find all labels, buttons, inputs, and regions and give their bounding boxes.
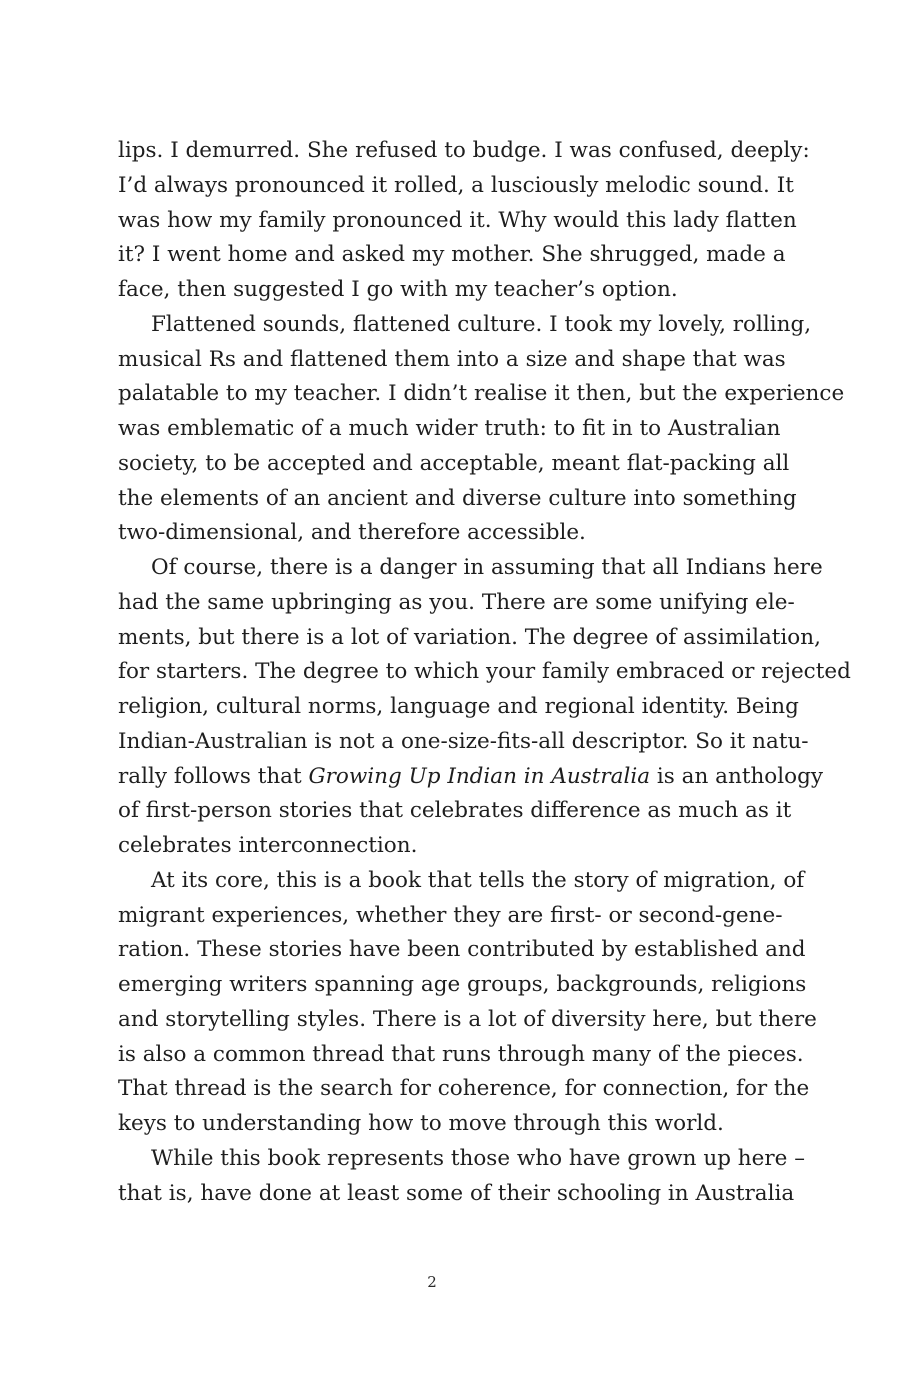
text-line: palatable to my teacher. I didn’t realise it then, but the experience bbox=[118, 381, 845, 407]
text-line: lips. I demurred. She refused to budge. I was confused, deeply: bbox=[118, 138, 810, 163]
text-line: and storytelling styles. There is a lot of diversity here, but there bbox=[118, 1006, 817, 1032]
text-line: society, to be accepted and acceptable, meant flat-packing all bbox=[118, 450, 790, 476]
paragraph-1 bbox=[118, 134, 810, 308]
text-line: I’d always pronounced it rolled, a lusciously melodic sound. It bbox=[118, 172, 794, 198]
text-line: of first-person stories that celebrates difference as much as it bbox=[118, 798, 792, 824]
body-text bbox=[118, 134, 851, 1211]
page-number: 2 bbox=[427, 1273, 437, 1291]
text-line: is also a common thread that runs through many of the pieces. bbox=[118, 1041, 804, 1067]
text-fragment: is an anthology bbox=[650, 763, 823, 789]
text-line: it? I went home and asked my mother. She shrugged, made a bbox=[118, 242, 786, 268]
paragraph-3 bbox=[118, 551, 851, 864]
text-line-with-title bbox=[118, 760, 823, 795]
paragraph-5 bbox=[118, 1142, 805, 1212]
text-line: At its core, this is a book that tells the story of migration, of bbox=[151, 867, 805, 893]
text-line: face, then suggested I go with my teacher’s option. bbox=[118, 277, 678, 302]
text-line: that is, have done at least some of their schooling in Australia bbox=[118, 1180, 795, 1206]
text-line: Indian-Australian is not a one-size-fits-all descriptor. So it natu- bbox=[118, 728, 809, 754]
text-line: musical Rs and flattened them into a size and shape that was bbox=[118, 346, 786, 372]
text-line: While this book represents those who have grown up here – bbox=[151, 1145, 805, 1171]
book-title: Growing Up Indian in Australia bbox=[308, 763, 651, 789]
text-line: the elements of an ancient and diverse culture into something bbox=[118, 485, 797, 511]
text-line: ration. These stories have been contributed by established and bbox=[118, 937, 806, 963]
text-line: Flattened sounds, flattened culture. I took my lovely, rolling, bbox=[151, 311, 812, 337]
text-line: keys to understanding how to move through this world. bbox=[118, 1111, 724, 1136]
text-line: had the same upbringing as you. There are some unifying ele- bbox=[118, 589, 795, 615]
text-line: two-dimensional, and therefore accessible. bbox=[118, 520, 586, 546]
text-line: migrant experiences, whether they are first- or second-gene- bbox=[118, 902, 783, 928]
text-line: religion, cultural norms, language and regional identity. Being bbox=[118, 694, 799, 719]
text-fragment: rally follows that bbox=[118, 763, 309, 789]
text-line: for starters. The degree to which your family embraced or rejected bbox=[118, 659, 851, 685]
text-line: emerging writers spanning age groups, backgrounds, religions bbox=[118, 972, 807, 997]
text-line: Of course, there is a danger in assuming that all Indians here bbox=[151, 555, 823, 580]
text-line: was how my family pronounced it. Why would this lady flatten bbox=[118, 207, 797, 233]
text-line: celebrates interconnection. bbox=[118, 833, 418, 858]
paragraph-4 bbox=[118, 864, 817, 1142]
text-line: was emblematic of a much wider truth: to fit in to Australian bbox=[118, 416, 781, 441]
text-line: ments, but there is a lot of variation. The degree of assimilation, bbox=[118, 624, 821, 650]
text-line: That thread is the search for coherence, for connection, for the bbox=[118, 1076, 810, 1102]
paragraph-2 bbox=[118, 308, 845, 551]
